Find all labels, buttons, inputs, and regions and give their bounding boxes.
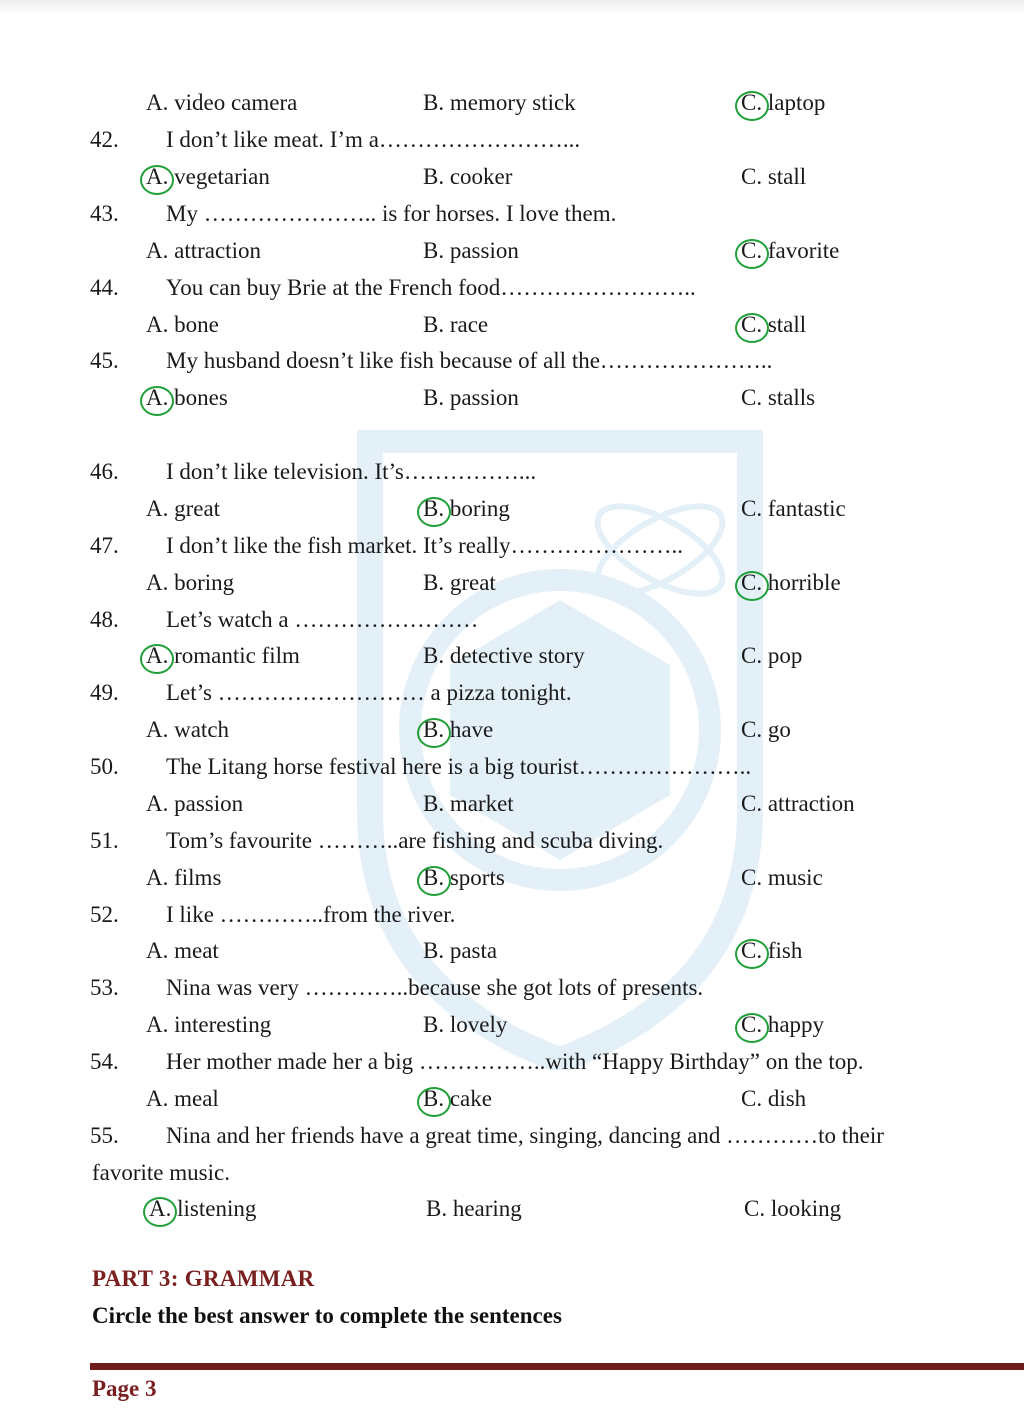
question-47-options [0, 565, 1024, 601]
option-c[interactable]: C. fantastic [741, 496, 846, 521]
page-number: Page 3 [92, 1376, 157, 1401]
question-number: 52. [90, 902, 119, 927]
option-b[interactable]: B. memory stick [423, 90, 576, 115]
option-a[interactable]: A. meat [146, 938, 219, 963]
part-title: PART 3: GRAMMAR [92, 1266, 315, 1291]
question-53 [0, 970, 1024, 1006]
option-c[interactable]: C. attraction [741, 791, 855, 816]
option-c[interactable]: C. stalls [741, 385, 816, 410]
question-number: 50. [90, 754, 119, 779]
question-44-options [0, 307, 1024, 343]
question-52-options [0, 933, 1024, 969]
question-number: 53. [90, 975, 119, 1000]
option-b[interactable]: B. race [423, 312, 489, 337]
option-a[interactable]: A. interesting [146, 1012, 272, 1037]
question-number: 46. [90, 459, 119, 484]
option-b[interactable]: B. cooker [423, 164, 513, 189]
question-45 [0, 343, 1024, 379]
option-a-circled[interactable]: A. vegetarian [146, 159, 270, 195]
part-instruction: Circle the best answer to complete the sentences [92, 1303, 562, 1328]
question-55-continued [0, 1155, 1024, 1191]
question-number: 49. [90, 680, 119, 705]
option-b[interactable]: B. pasta [423, 938, 498, 963]
question-number: 54. [90, 1049, 119, 1074]
question-55-options [0, 1191, 1024, 1227]
question-text: Tom’s favourite ………..are fishing and scuba diving. [166, 828, 664, 853]
option-a[interactable]: A. passion [146, 791, 244, 816]
option-b[interactable]: B. great [423, 570, 496, 595]
option-b[interactable]: B. hearing [426, 1196, 522, 1221]
question-number: 51. [90, 828, 119, 853]
option-a[interactable]: A. video camera [146, 90, 298, 115]
option-b-circled[interactable]: B. cake [423, 1081, 492, 1117]
option-b[interactable]: B. market [423, 791, 514, 816]
question-50-options [0, 786, 1024, 822]
question-text: Let’s ……………………… a pizza tonight. [166, 680, 572, 705]
option-a[interactable]: A. watch [146, 717, 230, 742]
option-a[interactable]: A. boring [146, 570, 235, 595]
question-42-options [0, 159, 1024, 195]
footer-rule [90, 1363, 1024, 1370]
question-54 [0, 1044, 1024, 1080]
question-51 [0, 823, 1024, 859]
option-c[interactable]: C. stall [741, 164, 807, 189]
option-b-circled[interactable]: B. sports [423, 860, 505, 896]
question-49 [0, 675, 1024, 711]
question-54-options [0, 1081, 1024, 1117]
question-42 [0, 122, 1024, 158]
question-text: Her mother made her a big ……………..with “Happy Birthday” on the top. [166, 1049, 864, 1074]
option-b-circled[interactable]: B. boring [423, 491, 510, 527]
option-b[interactable]: B. passion [423, 238, 519, 263]
option-a[interactable]: A. attraction [146, 238, 261, 263]
question-48-options [0, 638, 1024, 674]
question-text: I like …………..from the river. [166, 902, 456, 927]
option-b[interactable]: B. passion [423, 385, 519, 410]
option-c-circled[interactable]: C. horrible [741, 565, 841, 601]
question-43-options [0, 233, 1024, 269]
option-c-circled[interactable]: C. favorite [741, 233, 839, 269]
option-b[interactable]: B. detective story [423, 643, 585, 668]
option-c-circled[interactable]: C. fish [741, 933, 802, 969]
question-text: The Litang horse festival here is a big tourist………………….. [166, 754, 752, 779]
question-48 [0, 602, 1024, 638]
question-45-options [0, 380, 1024, 416]
question-text: Nina and her friends have a great time, singing, dancing and …………to their [166, 1123, 884, 1148]
option-a-circled[interactable]: A. bones [146, 380, 228, 416]
question-text: Let’s watch a …………………… [166, 607, 479, 632]
option-c-circled[interactable]: C. happy [741, 1007, 824, 1043]
question-44 [0, 270, 1024, 306]
question-number: 47. [90, 533, 119, 558]
question-text: My ………………….. is for horses. I love them. [166, 201, 617, 226]
option-c[interactable]: C. music [741, 865, 823, 890]
option-a[interactable]: A. meal [146, 1086, 219, 1111]
option-b-circled[interactable]: B. have [423, 712, 493, 748]
question-text: I don’t like television. It’s……………... [166, 459, 537, 484]
option-c-circled[interactable]: C. laptop [741, 85, 825, 121]
question-52 [0, 897, 1024, 933]
question-text: Nina was very …………..because she got lots of presents. [166, 975, 704, 1000]
option-a[interactable]: A. films [146, 865, 222, 890]
question-text-continued: favorite music. [92, 1160, 230, 1185]
option-a[interactable]: A. great [146, 496, 221, 521]
option-b[interactable]: B. lovely [423, 1012, 508, 1037]
option-a-circled[interactable]: A. listening [149, 1191, 256, 1227]
question-49-options [0, 712, 1024, 748]
question-text: My husband doesn’t like fish because of all the………………….. [166, 348, 773, 373]
question-number: 55. [90, 1123, 119, 1148]
question-51-options [0, 860, 1024, 896]
question-number: 48. [90, 607, 119, 632]
question-47 [0, 528, 1024, 564]
question-text: I don’t like the fish market. It’s really………………….. [166, 533, 683, 558]
option-c[interactable]: C. pop [741, 643, 803, 668]
option-c[interactable]: C. looking [744, 1196, 842, 1221]
page-top-edge [0, 0, 1024, 14]
question-number: 44. [90, 275, 119, 300]
question-number: 45. [90, 348, 119, 373]
option-c-circled[interactable]: C. stall [741, 307, 806, 343]
question-46-options [0, 491, 1024, 527]
question-53-options [0, 1007, 1024, 1043]
option-c[interactable]: C. dish [741, 1086, 807, 1111]
question-55 [0, 1118, 1024, 1154]
option-a[interactable]: A. bone [146, 312, 219, 337]
question-43 [0, 196, 1024, 232]
question-46 [0, 454, 1024, 490]
question-number: 43. [90, 201, 119, 226]
question-number: 42. [90, 127, 119, 152]
question-text: You can buy Brie at the French food…………………….. [166, 275, 696, 300]
option-a-circled[interactable]: A. romantic film [146, 638, 300, 674]
question-text: I don’t like meat. I’m a……………………... [166, 127, 581, 152]
question-50 [0, 749, 1024, 785]
option-c[interactable]: C. go [741, 717, 791, 742]
question-41-options [0, 85, 1024, 121]
